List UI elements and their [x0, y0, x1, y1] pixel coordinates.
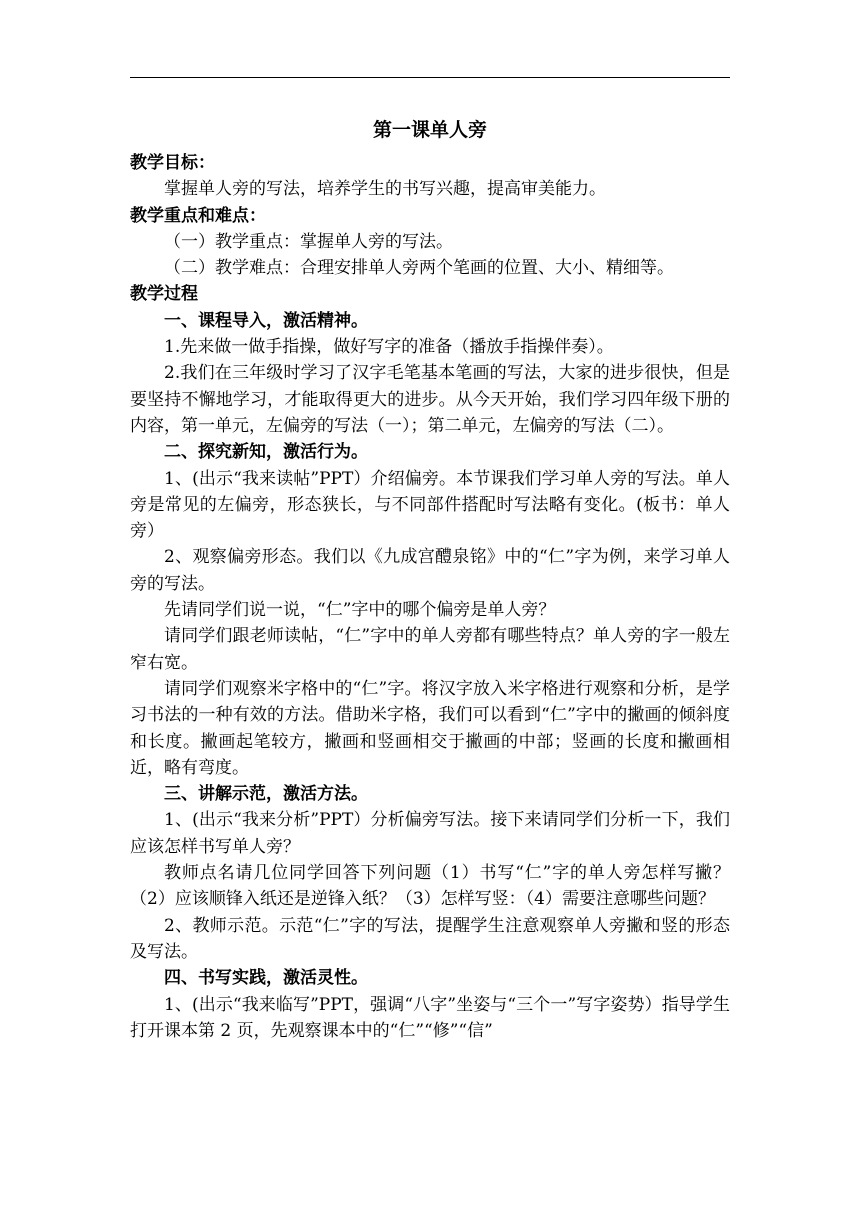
- paragraph: 请同学们跟老师读帖，“仁”字中的单人旁都有哪些特点？单人旁的字一般左窄右宽。: [130, 626, 730, 673]
- paragraph: 1、(出示“我来读帖”PPT）介绍偏旁。本节课我们学习单人旁的写法。单人旁是常见的左偏旁，形态狭长，与不同部件搭配时写法略有变化。(板书：单人旁）: [130, 468, 730, 542]
- page-title: 第一课单人旁: [372, 119, 487, 141]
- subheading-demo: 三、讲解示范，激活方法。: [164, 784, 368, 805]
- paragraph: （一）教学重点：掌握单人旁的写法。: [164, 231, 453, 252]
- header-rule: [130, 77, 730, 78]
- paragraph: 掌握单人旁的写法，培养学生的书写兴趣，提高审美能力。: [164, 179, 606, 200]
- section-heading-key-points: 教学重点和难点：: [130, 205, 266, 226]
- subheading-intro: 一、课程导入，激活精神。: [164, 310, 368, 331]
- section-heading-objectives: 教学目标：: [130, 153, 215, 173]
- paragraph: 2、观察偏旁形态。我们以《九成宫醴泉铭》中的“仁”字为例，来学习单人旁的写法。: [130, 547, 730, 594]
- paragraph: 1.先来做一做手指操，做好写字的准备（播放手指操伴奏）。: [164, 337, 614, 358]
- paragraph: （二）教学难点：合理安排单人旁两个笔画的位置、大小、精细等。: [164, 258, 674, 279]
- paragraph: 2、教师示范。示范“仁”字的写法，提醒学生注意观察单人旁撇和竖的形态及写法。: [130, 915, 730, 962]
- document-body: [130, 150, 730, 1044]
- subheading-practice: 四、书写实践，激活灵性。: [164, 968, 368, 989]
- paragraph: 请同学们观察米字格中的“仁”字。将汉字放入米字格进行观察和分析，是学习书法的一种有效的方法。借助米字格，我们可以看到“仁”字中的撇画的倾斜度和长度。撇画起笔较方，撇画和竖画相交于撇画的中部；竖画的长度和撇画相近，略有弯度。: [130, 678, 730, 778]
- paragraph: 1、(出示“我来临写”PPT，强调“八字”坐姿与“三个一”写字姿势）指导学生打开课本第 2 页，先观察课本中的“仁”“修”“信”: [130, 994, 730, 1041]
- subheading-explore: 二、探究新知，激活行为。: [164, 442, 368, 463]
- paragraph: 2.我们在三年级时学习了汉字毛笔基本笔画的写法，大家的进步很快，但是要坚持不懈地学习，才能取得更大的进步。从今天开始，我们学习四年级下册的内容，第一单元，左偏旁的写法（一）；第二单元，左偏旁的写法（二）。: [130, 363, 730, 436]
- paragraph: 先请同学们说一说，“仁”字中的哪个偏旁是单人旁？: [164, 600, 556, 621]
- paragraph: 1、(出示“我来分析”PPT）分析偏旁写法。接下来请同学们分析一下，我们应该怎样书写单人旁？: [130, 810, 730, 857]
- section-heading-process: 教学过程: [130, 284, 198, 305]
- paragraph: 教师点名请几位同学回答下列问题（1）书写“仁”字的单人旁怎样写撇？（2）应该顺锋入纸还是逆锋入纸？（3）怎样写竖：（4）需要注意哪些问题？: [130, 863, 730, 910]
